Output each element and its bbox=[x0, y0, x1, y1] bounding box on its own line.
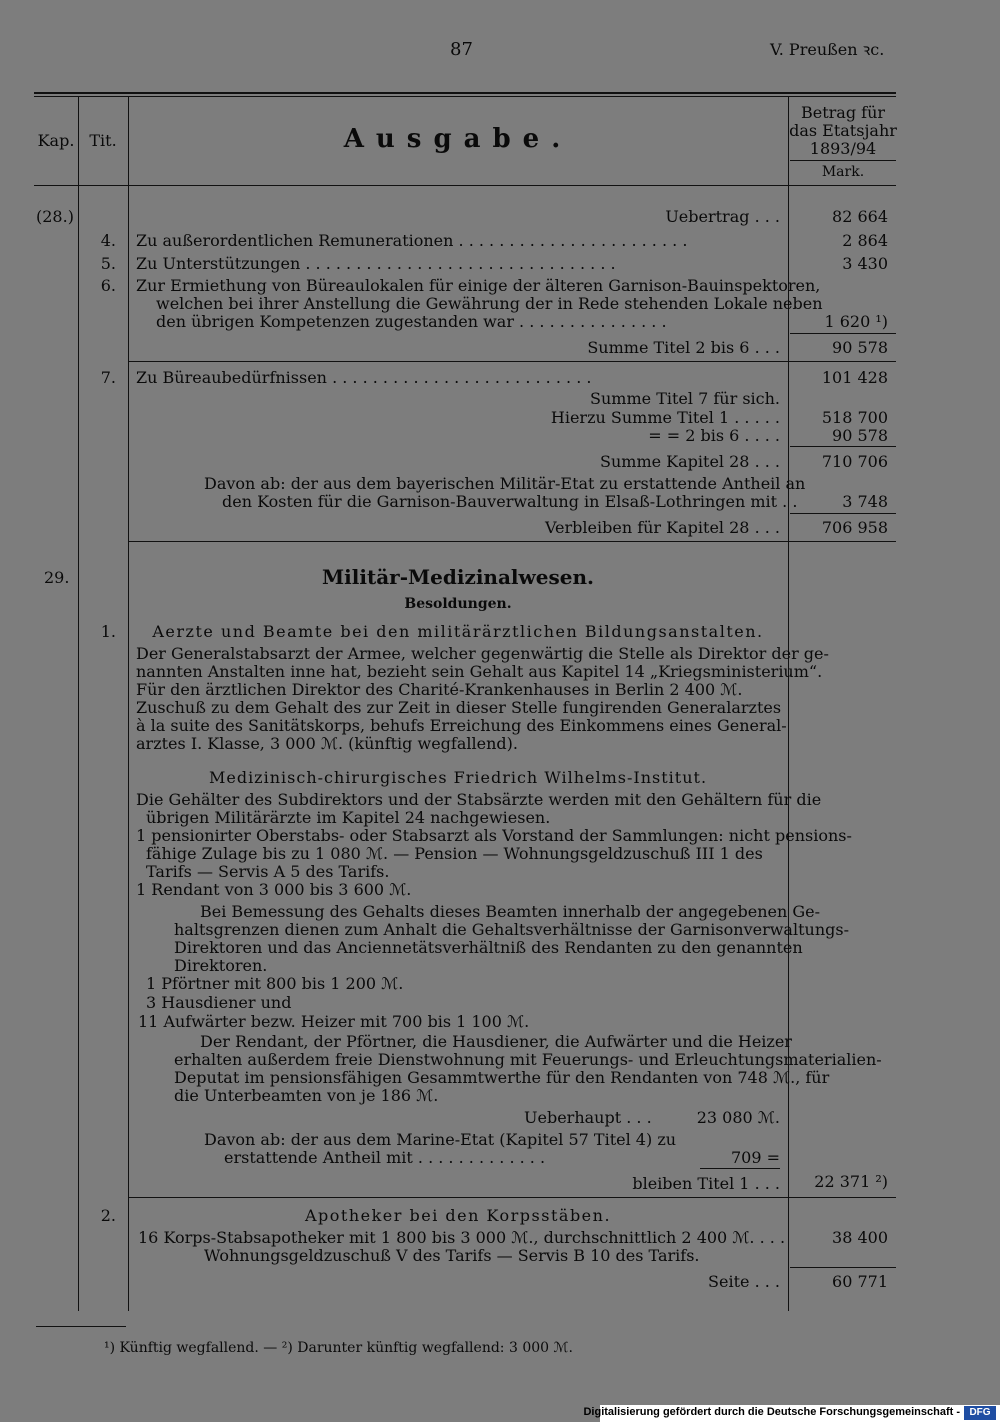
tit-4-text: Zu außerordentlichen Remunerationen . . . . . . . . . . . . . . . . . . . . . . . bbox=[136, 231, 688, 250]
tit-1-para-line: Zuschuß zu dem Gehalt des zur Zeit in dieser Stelle fungirenden Generalarztes bbox=[136, 698, 782, 717]
tit-7: 7. bbox=[100, 368, 116, 387]
tit-1-para-line: Für den ärztlichen Direktor des Charité-Krankenhauses in Berlin 2 400 ℳ. bbox=[136, 680, 743, 699]
institut-line: 1 Rendant von 3 000 bis 3 600 ℳ. bbox=[136, 880, 412, 899]
verbleiben-text: Verbleiben für Kapitel 28 . . . bbox=[544, 518, 780, 537]
bleiben-amount: 22 371 ²) bbox=[814, 1172, 888, 1191]
institut-line: Direktoren und das Anciennetätsverhältniß des Rendanten zu den genannten bbox=[174, 938, 803, 957]
institut-line: 11 Aufwärter bezw. Heizer mit 700 bis 1 100 ℳ. bbox=[138, 1012, 530, 1031]
tit-2-line2: Wohnungsgeldzuschuß V des Tarifs — Servis B 10 des Tarifs. bbox=[204, 1246, 700, 1265]
running-head: V. Preußen ꝛc. bbox=[770, 40, 885, 59]
marine-amount: 709 = bbox=[730, 1148, 780, 1167]
tit-7-amount: 101 428 bbox=[821, 368, 888, 387]
tit-2-line1: 16 Korps-Stabsapotheker mit 1 800 bis 3 000 ℳ., durchschnittlich 2 400 ℳ. . . . bbox=[138, 1228, 786, 1247]
kap-29-tit-1: 1. bbox=[100, 622, 116, 641]
footer-credit: Digitalisierung gefördert durch die Deutsche Forschungsgemeinschaft - bbox=[583, 1406, 960, 1418]
institut-line: Der Rendant, der Pförtner, die Hausdiener, die Aufwärter und die Heizer bbox=[200, 1032, 792, 1051]
uebertrag-amount: 82 664 bbox=[832, 207, 888, 226]
marine-line1: Davon ab: der aus dem Marine-Etat (Kapitel 57 Titel 4) zu bbox=[204, 1130, 677, 1149]
top-rule bbox=[34, 92, 896, 94]
tit-2-heading: Apotheker bei den Korpsstäben. bbox=[304, 1206, 612, 1225]
ueberhaupt-text: Ueberhaupt . . . bbox=[524, 1108, 652, 1127]
summe-2-6-amount: 90 578 bbox=[832, 338, 888, 357]
tit-1-para-line: arztes I. Klasse, 3 000 ℳ. (künftig wegfallend). bbox=[136, 734, 518, 753]
header-rule bbox=[34, 185, 896, 186]
kap-29-title: Militär-Medizinalwesen. bbox=[322, 565, 594, 589]
section-rule-1 bbox=[128, 361, 896, 362]
section-rule-2 bbox=[128, 541, 896, 542]
betrag-line1: Betrag für bbox=[800, 103, 886, 122]
institut-line: 1 pensionirter Oberstabs- oder Stabsarzt als Vorstand der Sammlungen: nicht pensions- bbox=[136, 826, 852, 845]
institut-heading: Medizinisch-chirurgisches Friedrich Wilhelms-Institut. bbox=[208, 768, 708, 787]
institut-line: Deputat im pensionsfähigen Gesammtwerthe für den Rendanten von 748 ℳ., für bbox=[174, 1068, 830, 1087]
tit-2-amount: 38 400 bbox=[832, 1228, 888, 1247]
tit-5-text: Zu Unterstützungen . . . . . . . . . . . . . . . . . . . . . . . . . . . . . . . bbox=[136, 254, 616, 273]
seite-amount: 60 771 bbox=[832, 1272, 888, 1291]
sum-rule-3 bbox=[790, 513, 896, 514]
institut-line: 3 Hausdiener und bbox=[146, 993, 292, 1012]
tit-6: 6. bbox=[100, 276, 116, 295]
institut-line: erhalten außerdem freie Dienstwohnung mit Feuerungs- und Erleuchtungsmaterialien- bbox=[174, 1050, 882, 1069]
institut-line: fähige Zulage bis zu 1 080 ℳ. — Pension — Wohnungsgeldzuschuß III 1 des bbox=[146, 844, 763, 863]
summe-7-text: Summe Titel 7 für sich. bbox=[590, 389, 780, 408]
kap-29-subtitle: Besoldungen. bbox=[404, 596, 512, 612]
tit-1-para-line: à la suite des Sanitätskorps, behufs Erreichung des Einkommens eines General- bbox=[136, 716, 787, 735]
davon-ab-line1: Davon ab: der aus dem bayerischen Militär-Etat zu erstattende Antheil an bbox=[204, 474, 806, 493]
marine-line2: erstattende Antheil mit . . . . . . . . . . . . . bbox=[224, 1148, 546, 1167]
institut-line: Tarifs — Servis A 5 des Tarifs. bbox=[146, 862, 390, 881]
tit-header: Tit. bbox=[89, 131, 117, 150]
tit-6-amount: 1 620 ¹) bbox=[824, 312, 888, 331]
top-rule-thin bbox=[34, 96, 896, 97]
davon-ab-amount: 3 748 bbox=[842, 492, 888, 511]
unit-label: Mark. bbox=[821, 164, 865, 180]
institut-line: 1 Pförtner mit 800 bis 1 200 ℳ. bbox=[146, 974, 404, 993]
sum-rule-4 bbox=[790, 1267, 896, 1268]
kap-header: Kap. bbox=[37, 131, 75, 150]
hierzu-2-6-text: = = 2 bis 6 . . . . bbox=[648, 426, 780, 445]
footnotes: ¹) Künftig wegfallend. — ²) Darunter künftig wegfallend: 3 000 ℳ. bbox=[104, 1340, 573, 1356]
institut-line: haltsgrenzen dienen zum Anhalt die Gehaltsverhältnisse der Garnisonverwaltungs- bbox=[174, 920, 849, 939]
tit-divider bbox=[128, 96, 129, 1311]
marine-rule bbox=[700, 1168, 780, 1169]
hierzu-1-text: Hierzu Summe Titel 1 . . . . . bbox=[550, 408, 780, 427]
summe-2-6-text: Summe Titel 2 bis 6 . . . bbox=[587, 338, 780, 357]
hierzu-2-6-amount: 90 578 bbox=[832, 426, 888, 445]
uebertrag-text: Uebertrag . . . bbox=[665, 207, 780, 226]
davon-ab-line2: den Kosten für die Garnison-Bauverwaltung in Elsaß-Lothringen mit . . bbox=[222, 492, 798, 511]
table-title: Ausgabe. bbox=[343, 124, 573, 154]
institut-line: Direktoren. bbox=[174, 956, 268, 975]
betrag-line2: das Etatsjahr bbox=[789, 121, 897, 140]
kap-29-label: 29. bbox=[44, 568, 70, 587]
kap-29-tit-2: 2. bbox=[100, 1206, 116, 1225]
ueberhaupt-amount: 23 080 ℳ. bbox=[696, 1108, 780, 1127]
verbleiben-amount: 706 958 bbox=[821, 518, 888, 537]
bleiben-text: bleiben Titel 1 . . . bbox=[632, 1174, 780, 1193]
institut-line: die Unterbeamten von je 186 ℳ. bbox=[174, 1086, 439, 1105]
seite-text: Seite . . . bbox=[708, 1272, 780, 1291]
tit-4-amount: 2 864 bbox=[842, 231, 888, 250]
tit-6-line2: welchen bei ihrer Anstellung die Gewährung der in Rede stehenden Lokale neben bbox=[156, 294, 823, 313]
tit-6-line3: den übrigen Kompetenzen zugestanden war . . . . . . . . . . . . . . . bbox=[156, 312, 667, 331]
section-rule-3 bbox=[128, 1197, 896, 1198]
tit-4: 4. bbox=[100, 231, 116, 250]
tit-5: 5. bbox=[100, 254, 116, 273]
page-number: 87 bbox=[450, 39, 473, 60]
institut-line: Die Gehälter des Subdirektors und der Stabsärzte werden mit den Gehältern für die bbox=[136, 790, 822, 809]
tit-1-para-line: Der Generalstabsarzt der Armee, welcher gegenwärtig die Stelle als Direktor der ge- bbox=[136, 644, 829, 663]
summe-kapitel-text: Summe Kapitel 28 . . . bbox=[600, 452, 780, 471]
institut-line: Bei Bemessung des Gehalts dieses Beamten innerhalb der angegebenen Ge- bbox=[200, 902, 821, 921]
unit-rule bbox=[790, 160, 896, 161]
tit-7-text: Zu Büreaubedürfnissen . . . . . . . . . . . . . . . . . . . . . . . . . . bbox=[136, 368, 592, 387]
sum-rule-2 bbox=[790, 446, 896, 447]
betrag-line3: 1893/94 bbox=[809, 139, 877, 158]
tit-1-heading: Aerzte und Beamte bei den militärärztlichen Bildungsanstalten. bbox=[152, 622, 764, 641]
summe-kapitel-amount: 710 706 bbox=[821, 452, 888, 471]
sum-rule-1 bbox=[790, 333, 896, 334]
institut-line: übrigen Militärärzte im Kapitel 24 nachgewiesen. bbox=[146, 808, 551, 827]
dfg-logo: DFG bbox=[964, 1406, 996, 1420]
kap-divider bbox=[78, 96, 79, 1311]
hierzu-1-amount: 518 700 bbox=[821, 408, 888, 427]
footnote-rule bbox=[36, 1326, 126, 1327]
kap-28-label: (28.) bbox=[36, 207, 74, 226]
tit-1-para-line: nannten Anstalten inne hat, bezieht sein Gehalt aus Kapitel 14 „Kriegsministerium“. bbox=[136, 662, 823, 681]
tit-5-amount: 3 430 bbox=[842, 254, 888, 273]
tit-6-line1: Zur Ermiethung von Büreaulokalen für einige der älteren Garnison-Bauinspektoren, bbox=[136, 276, 821, 295]
